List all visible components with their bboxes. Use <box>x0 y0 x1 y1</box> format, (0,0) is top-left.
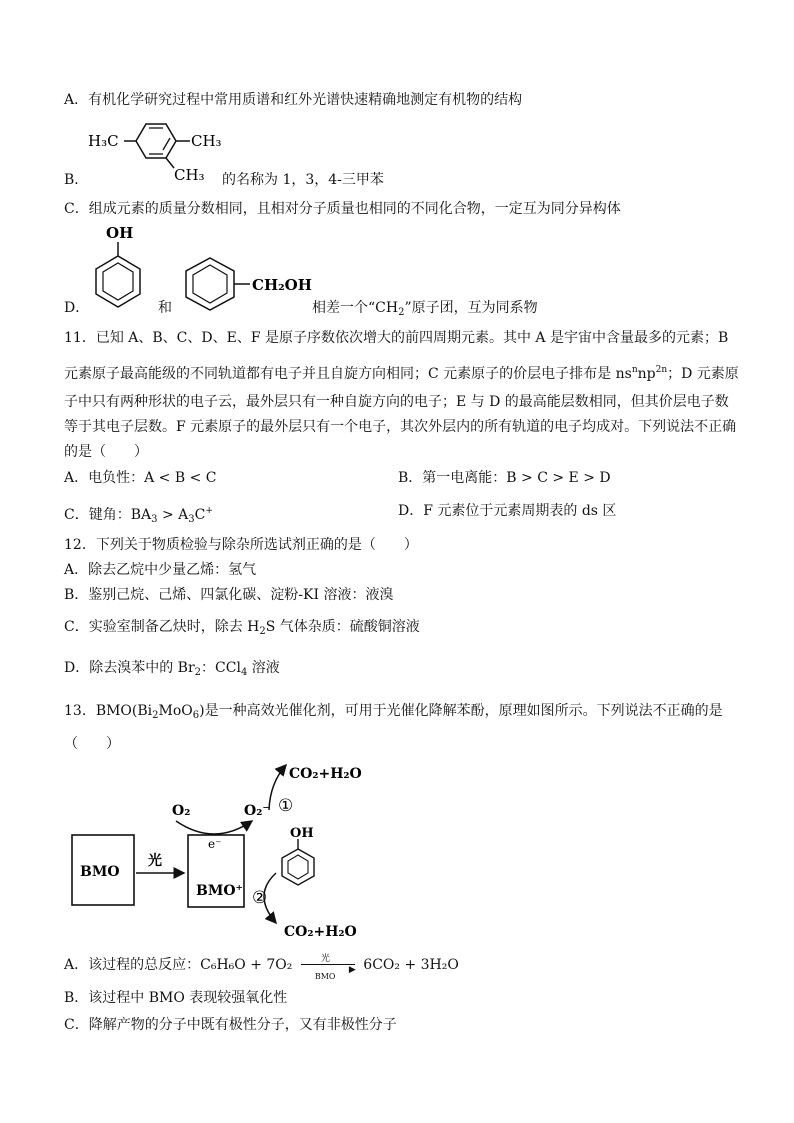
q11-option-c: C．键角：$BA_3 > A_3C^+$ <box>64 506 213 525</box>
q12-stem: 12．下列关于物质检验与除杂所选试剂正确的是（ ） <box>64 537 418 553</box>
b-label-bottom: CH₃ <box>174 166 205 184</box>
o2-minus-label: O₂⁻ <box>244 803 270 819</box>
b-label-right: CH₃ <box>191 132 222 150</box>
q13-stem-line2: （ ） <box>64 736 120 752</box>
benzyl-ch2oh-label: CH₂OH <box>252 276 312 294</box>
o2-label: O₂ <box>172 803 191 819</box>
q10-option-d-prefix: D． <box>64 300 90 316</box>
q10-option-b-structure <box>86 116 226 186</box>
q10-option-d-and: 和 <box>158 300 172 316</box>
q10-option-b-text: 的名称为 1，3，4-三甲苯 <box>222 172 384 188</box>
q12-option-b: B．鉴别己烷、己烯、四氯化碳、淀粉-KI 溶液：液溴 <box>64 587 394 603</box>
bmo-box-label: BMO <box>80 864 120 880</box>
q11-line2: 元素原子最高能级的不同轨道都有电子并且自旋方向相同；C 元素原子的价层电子排布是 $ns^nnp^{2n}$；D 元素原 <box>64 365 739 382</box>
q10-option-c: C．组成元素的质量分数相同，且相对分子质量也相同的不同化合物，一定互为同分异构体 <box>64 201 621 217</box>
q11-option-b: B．第一电离能：B > C > E > D <box>398 470 611 486</box>
product-bottom-label: CO₂+H₂O <box>284 924 357 940</box>
phenol-structure <box>88 222 148 317</box>
reaction-arrow: 光 ▶ BMO <box>299 955 357 975</box>
q11-option-d: D．F 元素位于元素周期表的 ds 区 <box>398 503 617 519</box>
q13-stem: 13．$BMO(Bi_2MoO_6)$是一种高效光催化剂，可用于光催化降解苯酚，原理如图所示。下列说法不正确的是 <box>64 703 723 721</box>
q13-option-c: C．降解产物的分子中既有极性分子，又有非极性分子 <box>64 1017 397 1033</box>
step1-label: ① <box>278 796 294 816</box>
step2-label: ② <box>252 888 268 908</box>
light-label: 光 <box>148 853 162 869</box>
q10-option-d-text: 相差一个“$CH_2$”原子团，互为同系物 <box>312 300 538 318</box>
q12-option-c: C．实验室制备乙炔时，除去 $H_2S$ 气体杂质：硫酸铜溶液 <box>64 619 420 637</box>
q10-option-b-prefix: B． <box>64 172 89 188</box>
q11-option-a: A．电负性：A < B < C <box>64 470 217 486</box>
q11-line1: 11．已知 A、B、C、D、E、F 是原子序数依次增大的前四周期元素。其中 A 是宇宙中含量最多的元素；B <box>64 330 729 346</box>
q10-option-a: A．有机化学研究过程中常用质谱和红外光谱快速精确地测定有机物的结构 <box>64 92 523 108</box>
q13-option-b: B．该过程中 BMO 表现较强氧化性 <box>64 990 288 1006</box>
q12-option-a: A．除去乙烷中少量乙烯：氢气 <box>64 562 257 578</box>
phenol-oh-label: OH <box>106 224 134 242</box>
q11-line5: 的是（ ） <box>64 444 148 460</box>
benzyl-alcohol-structure <box>178 252 318 316</box>
q11-line3: 子中只有两种形状的电子云，最外层只有一种自旋方向的电子；E 与 D 的最高能层数相同，但其价层电子数 <box>64 394 729 410</box>
phenol-diagram-oh-label: OH <box>290 826 314 841</box>
product-top-label: CO₂+H₂O <box>289 766 362 782</box>
q11-line4: 等于其电子层数。F 元素原子的最外层只有一个电子，其次外层内的所有轨道的电子均成对。下列说法不正确 <box>64 419 737 435</box>
b-label-left: H₃C <box>88 132 119 150</box>
q12-option-d: D．除去溴苯中的 $Br_2$：CCl$_4$ 溶液 <box>64 660 280 678</box>
q13-option-a: A．该过程的总反应：C₆H₆O + 7O₂ 光 ▶ BMO 6CO₂ + 3H₂O <box>64 954 459 981</box>
bmo-plus-box-label: BMO⁺ <box>196 883 243 899</box>
electron-label: e⁻ <box>208 837 222 851</box>
photocatalysis-diagram <box>64 755 384 945</box>
